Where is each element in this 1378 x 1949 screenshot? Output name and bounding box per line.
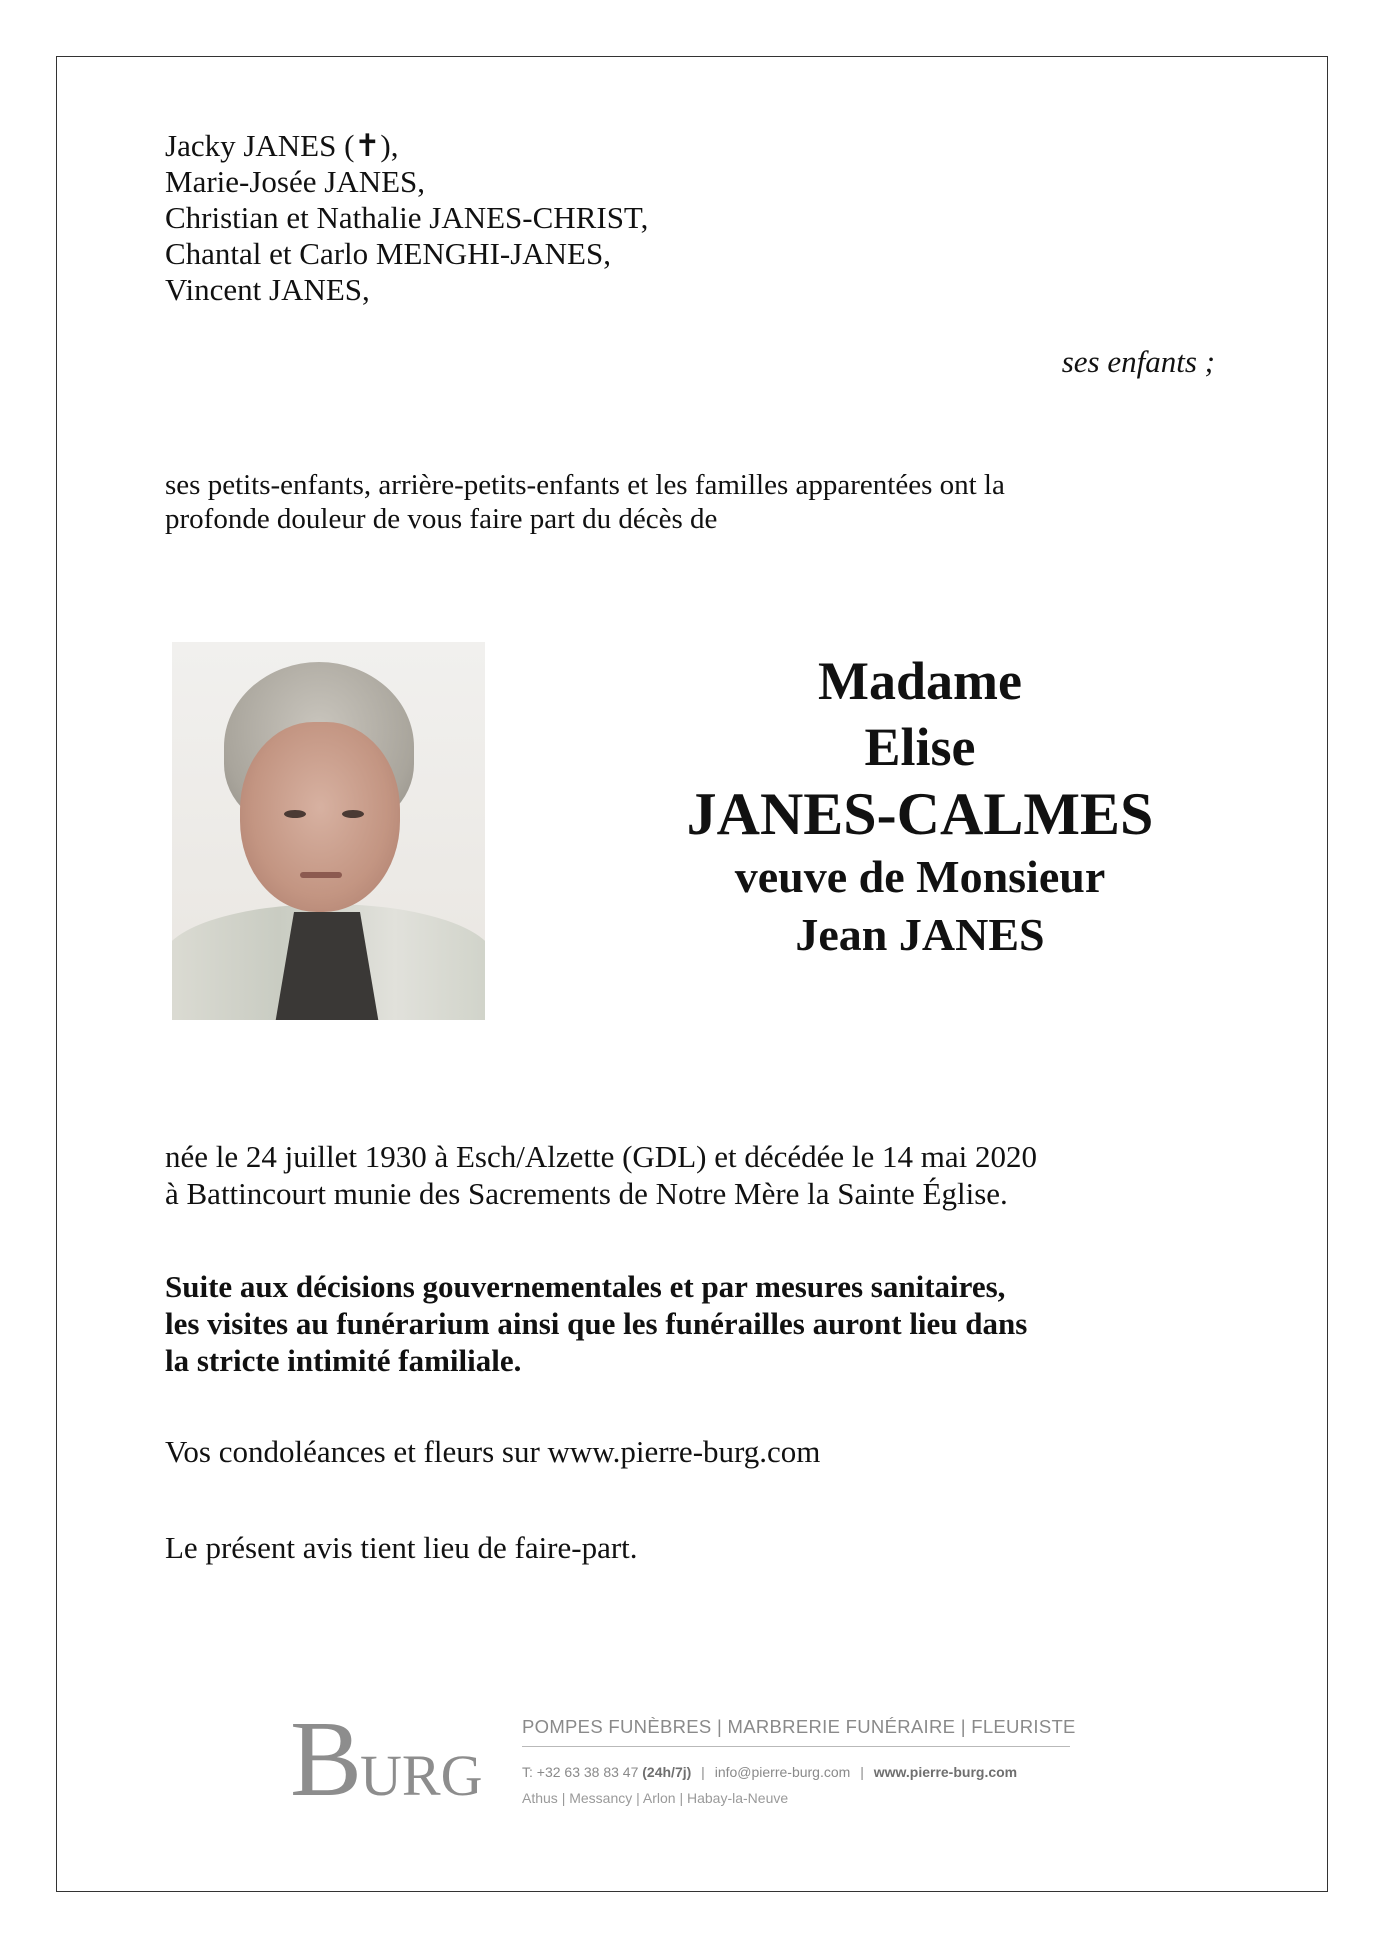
deceased-last-name: JANES-CALMES	[686, 781, 1154, 847]
photo-eye	[342, 810, 364, 818]
footer-email: info@pierre-burg.com	[714, 1764, 851, 1780]
birth-death-line: née le 24 juillet 1930 à Esch/Alzette (GDL) et décédée le 14 mai 2020	[165, 1139, 1037, 1174]
footer-separator: |	[860, 1764, 864, 1780]
family-member: Marie-Josée JANES,	[165, 164, 426, 199]
footer-locations: Athus | Messancy | Arlon | Habay-la-Neuve	[522, 1790, 789, 1806]
husband-name: Jean JANES	[795, 909, 1045, 960]
birth-death-line: à Battincourt munie des Sacrements de Notre Mère la Sainte Église.	[165, 1176, 1008, 1211]
notice-line: Suite aux décisions gouvernementales et par mesures sanitaires,	[165, 1269, 1006, 1304]
photo-face	[240, 722, 400, 912]
condolences-text: Vos condoléances et fleurs sur www.pierre-burg.com	[165, 1434, 821, 1469]
footer-separator: |	[701, 1764, 705, 1780]
footer-services: POMPES FUNÈBRES | MARBRERIE FUNÉRAIRE | FLEURISTE	[522, 1716, 1076, 1737]
widow-line: veuve de Monsieur	[734, 851, 1106, 902]
deceased-first-name: Elise	[864, 717, 976, 777]
footer-website: www.pierre-burg.com	[873, 1764, 1018, 1780]
family-member: Chantal et Carlo MENGHI-JANES,	[165, 236, 611, 271]
family-member: Jacky JANES (✝),	[165, 128, 399, 163]
deceased-name-block	[612, 648, 1228, 964]
faire-part-text: Le présent avis tient lieu de faire-part.	[165, 1530, 638, 1565]
logo-rest-letters: URG	[360, 1743, 483, 1808]
portrait-photo	[172, 642, 485, 1020]
logo-big-letter: B	[290, 1700, 361, 1819]
family-member: Christian et Nathalie JANES-CHRIST,	[165, 200, 649, 235]
footer-phone-hours: (24h/7j)	[642, 1764, 692, 1780]
relation-label: ses enfants ;	[1061, 344, 1215, 379]
footer-divider	[522, 1746, 1070, 1747]
footer-phone: T: +32 63 38 83 47	[522, 1764, 639, 1780]
announcement-intro	[165, 468, 1005, 536]
sanitary-notice	[165, 1268, 1027, 1379]
notice-line: les visites au funérarium ainsi que les funérailles auront lieu dans	[165, 1306, 1028, 1341]
family-list	[165, 128, 648, 308]
photo-mouth	[300, 872, 342, 878]
footer-contact	[522, 1764, 1017, 1780]
photo-eye	[284, 810, 306, 818]
intro-line: ses petits-enfants, arrière-petits-enfants et les familles apparentées ont la	[165, 469, 1005, 501]
notice-line: la stricte intimité familiale.	[165, 1343, 522, 1378]
intro-line: profonde douleur de vous faire part du décès de	[165, 503, 718, 535]
deceased-honorific: Madame	[818, 651, 1022, 711]
family-member: Vincent JANES,	[165, 272, 370, 307]
birth-death-info	[165, 1138, 1037, 1212]
burg-logo	[290, 1700, 483, 1819]
